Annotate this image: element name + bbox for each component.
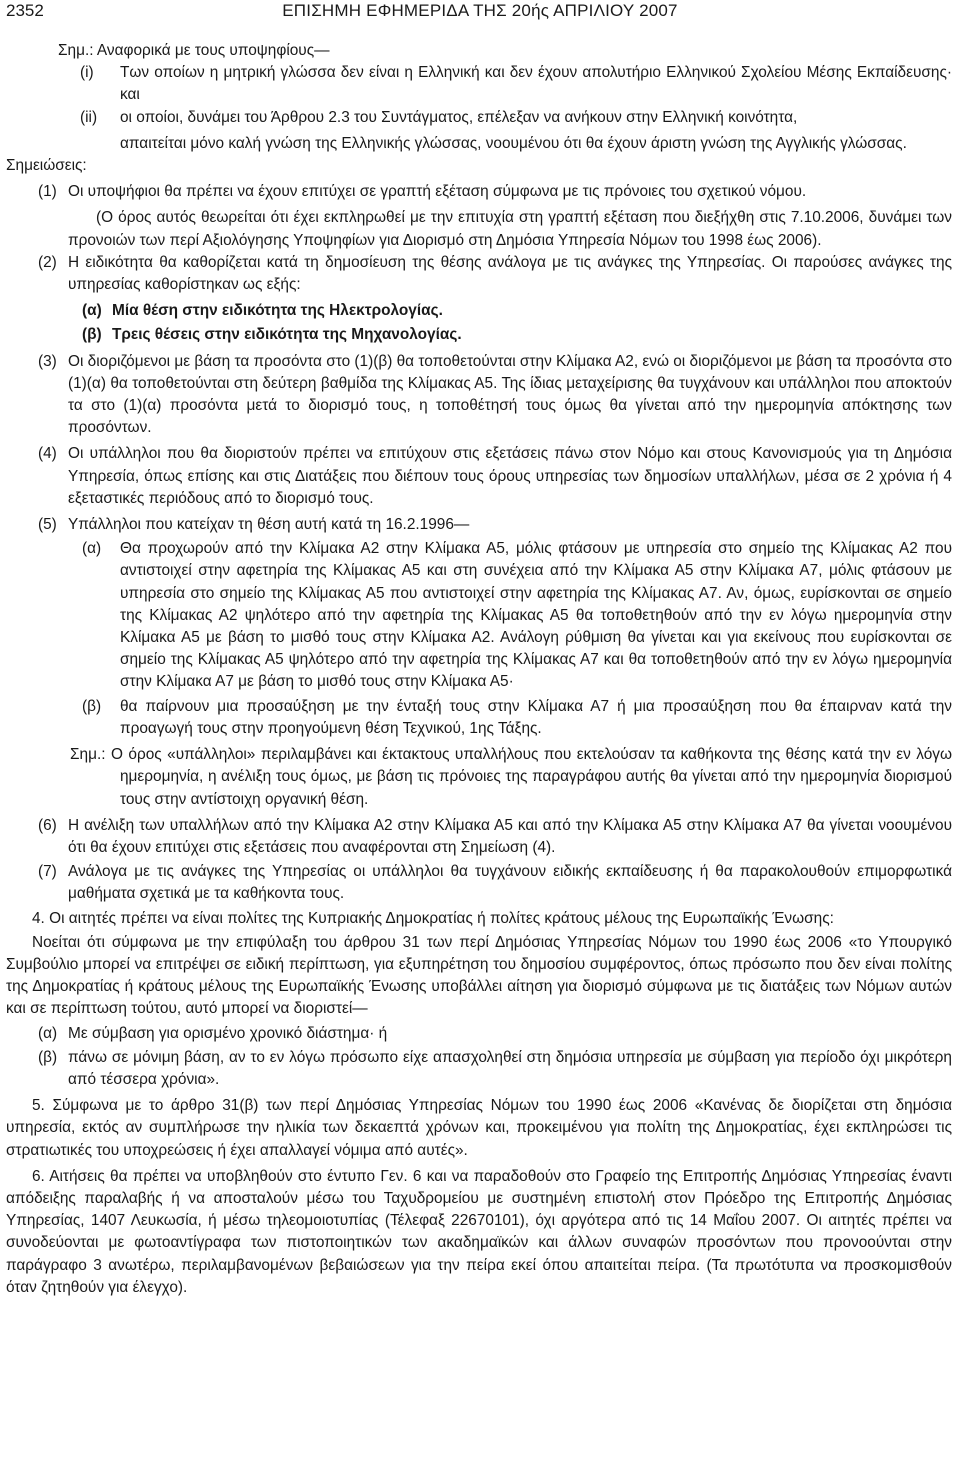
- note-2a: [82, 300, 952, 322]
- note-5-remark: Σημ.: Ο όρος «υπάλληλοι» περιλαμβάνει και έκτακτους υπαλλήλους που εκτελούσαν τα καθήκοντα της θέσης κατά την εν λόγω ημερομηνία, η ανέλιξη τους όμως, με βάση τις πρόνοιες της παραγράφου αυτής θα γίνεται από την ημερομηνία διορισμού τους στην αντίστοιχη οργανική θέση.: [70, 746, 952, 808]
- page-content: [0, 40, 960, 1299]
- note-2: [38, 252, 952, 296]
- note-5a: [82, 538, 952, 693]
- note-2b-text: Τρεις θέσεις στην ειδικότητα της Μηχανολογίας.: [112, 326, 462, 344]
- note-4-label: (4): [38, 445, 57, 463]
- note-6-text: Η ανέλιξη των υπαλλήλων από την Κλίμακα Α2 στην Κλίμακα Α5 και από την Κλίμακα Α5 στην Κλίμακα Α7 θα γίνεται νοουμένου ότι θα έχουν επιτύχει στις εξετάσεις που αναφέρονται στη Σημείωση (4).: [68, 816, 952, 856]
- note-2-label: (2): [38, 253, 57, 271]
- note-requirement: απαιτείται μόνο καλή γνώση της Ελληνικής γλώσσας, νοουμένου ότι θα έχουν άριστη γνώση της Αγγλικής γλώσσας.: [120, 134, 907, 152]
- section-4a-text: Με σύμβαση για ορισμένο χρονικό διάστημα· ή: [68, 1024, 388, 1042]
- note-5a-label: (α): [82, 540, 102, 558]
- note-item-ii-text: οι οποίοι, δυνάμει του Άρθρου 2.3 του Συντάγματος, επέλεξαν να ανήκουν στην Ελληνική κοινότητα,: [120, 108, 798, 126]
- note-5-text: Υπάλληλοι που κατείχαν τη θέση αυτή κατά τη 16.2.1996—: [68, 516, 470, 534]
- note-item-i: [80, 62, 952, 106]
- page-header: [6, 0, 954, 26]
- section-4b-label: (β): [38, 1048, 58, 1066]
- note-item-ii-label: (ii): [80, 108, 98, 126]
- note-intro: Σημ.: Αναφορικά με τους υποψηφίους—: [58, 42, 330, 59]
- note-7: [38, 861, 952, 905]
- note-1-text: Οι υποψήφιοι θα πρέπει να έχουν επιτύχει σε γραπτή εξέταση σύμφωνα με τις πρόνοιες του σχετικού νόμου.: [68, 183, 807, 201]
- note-5b-text: θα παίρνουν μια προσαύξηση με την ένταξή τους στην Κλίμακα Α7 ή μια προσαύξηση που θα έπαιρναν κατά την προαγωγή τους στην προηγούμενη θέση Τεχνικού, 1ης Τάξης.: [120, 697, 952, 737]
- note-1: [38, 181, 952, 203]
- section-4a-label: (α): [38, 1024, 58, 1042]
- note-4: [38, 443, 952, 510]
- section-4b-text: πάνω σε μόνιμη βάση, αν το εν λόγω πρόσωπο είχε απασχοληθεί στη δημόσια υπηρεσία με σύμβαση για περίοδο όχι μικρότερη από τέσσερα χρόνια».: [68, 1048, 952, 1088]
- gazette-title: ΕΠΙΣΗΜΗ ΕΦΗΜΕΡΙΔΑ ΤΗΣ 20ής ΑΠΡΙΛΙΟΥ 2007: [282, 1, 678, 20]
- notes-heading: Σημειώσεις:: [6, 157, 87, 175]
- note-2b-label: (β): [82, 326, 102, 344]
- section-6: 6. Αιτήσεις θα πρέπει να υποβληθούν στο έντυπο Γεν. 6 και να παραδοθούν στο Γραφείο της Επιτροπής Δημόσιας Υπηρεσίας έναντι απόδειξης παραλαβής ή να αποσταλούν μέσω του Ταχυδρομείου με συστημένη επιστολή στον Πρόεδρο της Επιτροπής Δημόσιας Υπηρεσίας, 1407 Λευκωσία, ή μέσω τηλεομοιοτυπίας (Τέλεφαξ 22670101), όχι αργότερα από τις 14 Μαΐου 2007. Οι αιτητές πρέπει να συνοδεύονται με φωτοαντίγραφα των πιστοποιητικών των ακαδημαϊκών και άλλων συναφών προσόντων που προνοούνται στην παράγραφο 3 ανωτέρω, περιλαμβανομένων βεβαιώσεων για την πείρα εκεί όπου απαιτείται πείρα. (Τα πρωτότυπα να προσκομισθούν όταν ζητηθούν για έλεγχο).: [6, 1167, 952, 1296]
- section-4: 4. Οι αιτητές πρέπει να είναι πολίτες της Κυπριακής Δημοκρατίας ή πολίτες κράτους μέλους της Ευρωπαϊκής Ένωσης:: [32, 909, 834, 927]
- note-2-text: Η ειδικότητα θα καθορίζεται κατά τη δημοσίευση της θέσης ανάλογα με τις ανάγκες της Υπηρεσίας. Οι παρούσες ανάγκες της υπηρεσίας καθορίστηκαν ως εξής:: [68, 253, 952, 294]
- note-1-label: (1): [38, 183, 57, 201]
- note-5a-text: Θα προχωρούν από την Κλίμακα Α2 στην Κλίμακα Α5, μόλις φτάσουν με υπηρεσία στο σημείο της Κλίμακας Α2 που αντιστοιχεί στην αφετηρία της Κλίμακας Α5 και στη συνέχεια από την Κλίμακα Α5 στην Κλίμακα Α7, μόλις φτάσουν με υπηρεσία στο σημείο της Κλίμακας Α5 που αντιστοιχεί στην αφετηρία της Κλίμακας Α7. Αν, όμως, ευρίσκονται σε σημείο της Κλίμακας Α2 ψηλότερο από την αφετηρία της Κλίμακας Α5 θα τοποθετηθούν από την εν λόγω ημερομηνία στην Κλίμακα Α5 με βάση το μισθό τους στην Κλίμακα Α2. Ανάλογη ρύθμιση θα γίνεται και για εκείνους που ευρίσκονται σε σημείο της Κλίμακας Α5 ψηλότερο από την αφετηρία της Κλίμακας Α7 και θα τοποθετηθούν από την εν λόγω ημερομηνία στην Κλίμακα Α7 με βάση το μισθό τους στην Κλίμακα Α5·: [120, 540, 952, 691]
- note-item-i-label: (i): [80, 64, 94, 82]
- section-4b: [38, 1047, 952, 1091]
- note-3-label: (3): [38, 352, 57, 370]
- note-item-i-text: Των οποίων η μητρική γλώσσα δεν είναι η Ελληνική και δεν έχουν απολυτήριο Ελληνικού Σχολείου Μέσης Εκπαίδευσης· και: [120, 64, 952, 104]
- note-1-parenthetical: (Ο όρος αυτός θεωρείται ότι έχει εκπληρωθεί με την επιτυχία στη γραπτή εξέταση που διεξήχθη στις 7.10.2006, δυνάμει των προνοιών των περί Αξιολόγησης Υποψηφίων για Διορισμό στη Δημόσια Υπηρεσία Νόμων του 1998 έως 2006).: [68, 209, 952, 249]
- note-7-text: Ανάλογα με τις ανάγκες της Υπηρεσίας οι υπάλληλοι θα τυγχάνουν ειδικής εκπαίδευσης ή θα παρακολουθούν επιμορφωτικά μαθήματα σχετικά με τα καθήκοντα τους.: [68, 863, 952, 903]
- note-item-ii: [80, 107, 952, 129]
- note-5-label: (5): [38, 516, 57, 534]
- section-4-proviso: Νοείται ότι σύμφωνα με την επιφύλαξη του άρθρου 31 των περί Δημόσιας Υπηρεσίας Νόμων του 1990 έως 2006 «το Υπουργικό Συμβούλιο μπορεί να επιτρέψει σε ειδική περίπτωση, για εξυπηρέτηση του δημοσίου συμφέροντος, όπως πρόσωπο που δεν είναι πολίτης της Δημοκρατίας ή κράτους μέλους της Ευρωπαϊκής Ένωσης υποβάλλει αίτηση για διορισμό σύμφωνα με τις διατάξεις των Νόμων αυτών και σε περίπτωση τούτου, αυτό μπορεί να διοριστεί—: [6, 933, 952, 1018]
- note-2a-label: (α): [82, 302, 102, 320]
- note-5b-label: (β): [82, 697, 102, 715]
- note-6-label: (6): [38, 816, 57, 834]
- note-3-text: Οι διοριζόμενοι με βάση τα προσόντα στο (1)(β) θα τοποθετούνται στην Κλίμακα Α2, ενώ οι διοριζόμενοι με βάση τα προσόντα στο (1)(α) θα τοποθετούνται στη δεύτερη βαθμίδα της Κλίμακας Α5. Της ίδιας μεταχείρισης θα τυγχάνουν και υπάλληλοι που αποκτούν τα στο (1)(α) προσόντα μετά το διορισμό τους, η τοποθέτησή τους όμως θα γίνεται από την ημερομηνία απόκτησης των προσόντων.: [68, 352, 952, 437]
- note-5: [38, 514, 952, 536]
- section-5: 5. Σύμφωνα με το άρθρο 31(β) των περί Δημόσιας Υπηρεσίας Νόμων του 1990 έως 2006 «Κανένας δε διορίζεται στη δημόσια υπηρεσία, εκτός αν συμπλήρωσε την ηλικία των δεκαεπτά χρόνων και, προκειμένου για πολίτη της Δημοκρατίας, έχει εκπληρώσει τις στρατιωτικές του υποχρεώσεις ή έχει απαλλαγεί νόμιμα από αυτές».: [6, 1097, 952, 1159]
- note-2b: [82, 324, 952, 346]
- note-6: [38, 815, 952, 859]
- page-number: 2352: [6, 1, 44, 20]
- note-2a-text: Μία θέση στην ειδικότητα της Ηλεκτρολογίας.: [112, 302, 443, 320]
- section-4a: [38, 1023, 952, 1045]
- note-3: [38, 351, 952, 440]
- note-7-label: (7): [38, 863, 57, 881]
- note-4-text: Οι υπάλληλοι που θα διοριστούν πρέπει να επιτύχουν στις εξετάσεις πάνω στον Νόμο και στους Κανονισμούς για τη Δημόσια Υπηρεσία, όπως επίσης και στις Διατάξεις που διέπουν τους όρους υπηρεσίας των δημοσίων υπαλλήλων, μέσα σε 2 χρόνια ή 4 εξεταστικές περιόδους από το διορισμό τους.: [68, 445, 952, 507]
- note-5b: [82, 696, 952, 740]
